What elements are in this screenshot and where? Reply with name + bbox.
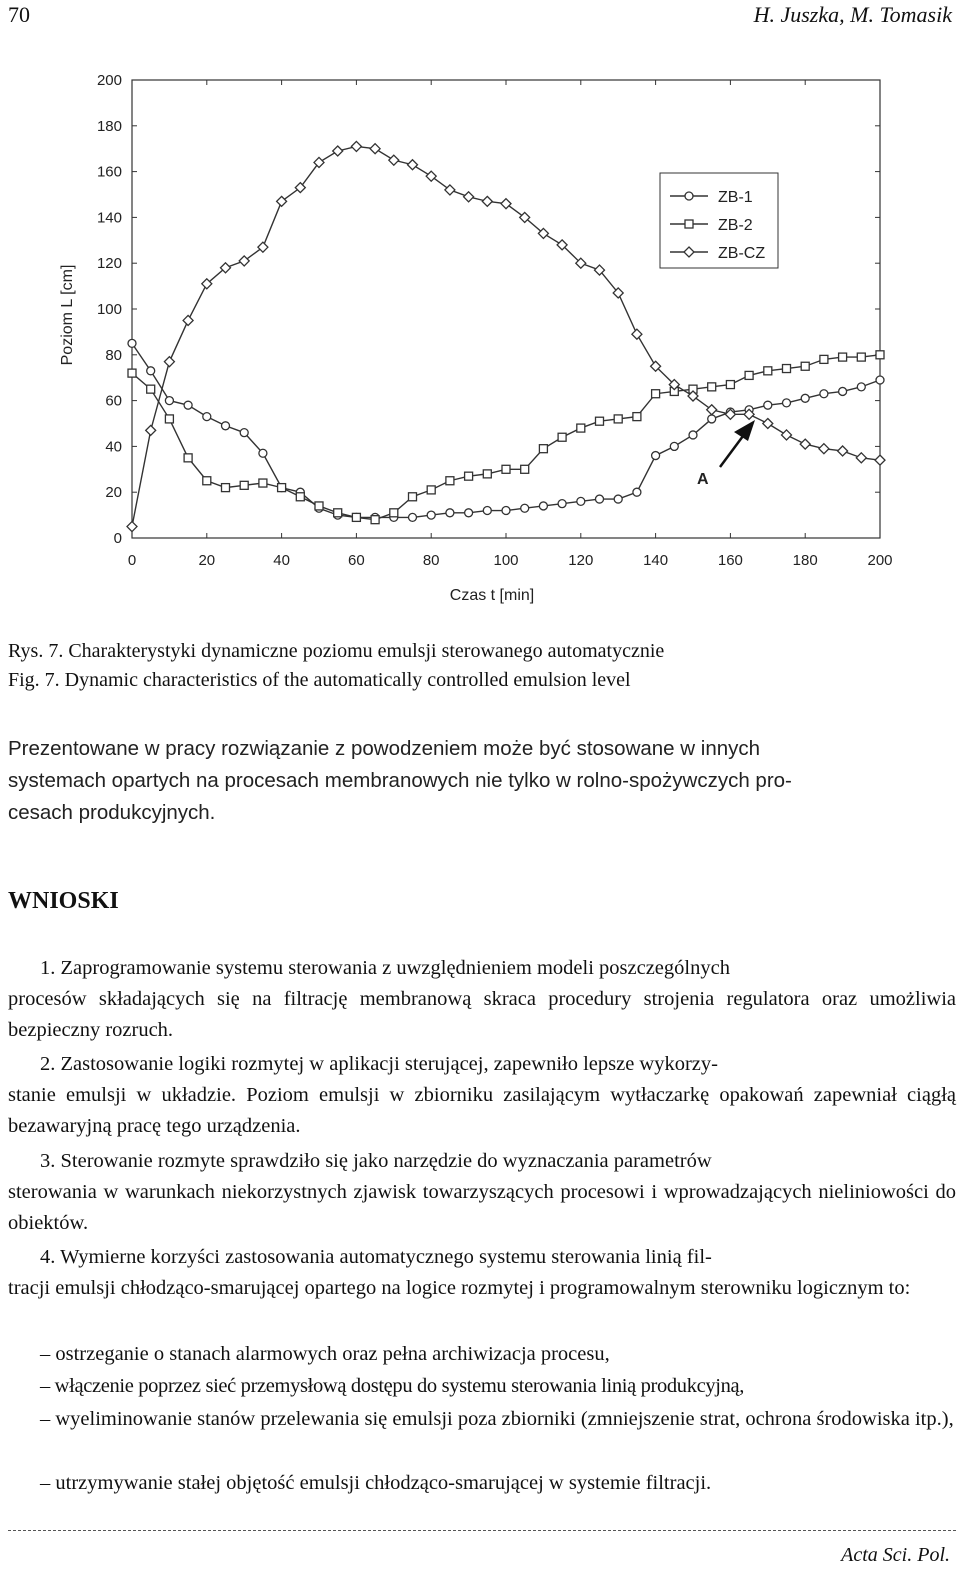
- running-header-authors: H. Juszka, M. Tomasik: [753, 2, 952, 27]
- series-zb-2: [128, 351, 884, 524]
- x-tick-label: 0: [127, 552, 137, 569]
- data-point-zb-2: [857, 353, 865, 361]
- data-point-zb-cz: [482, 196, 492, 206]
- data-point-zb-2: [633, 413, 641, 421]
- conclusion-first-line: 4. Wymierne korzyści zastosowania automatycznego systemu sterowania linią fil-: [40, 1246, 712, 1268]
- data-point-zb-2: [539, 445, 547, 453]
- benefit-bullet: – utrzymywanie stałej objętość emulsji chłodząco-smarującej w systemie filtracji.: [40, 1472, 712, 1494]
- data-point-zb-cz: [819, 444, 829, 454]
- data-point-zb-2: [409, 493, 417, 501]
- y-tick-label: 80: [105, 346, 122, 364]
- figure-caption-en: Fig. 7. Dynamic characteristics of the automatically controlled emulsion level: [8, 669, 631, 691]
- legend-label-zb-cz: ZB-CZ: [718, 245, 766, 262]
- data-point-zb-cz: [333, 146, 343, 156]
- annotation-arrow-line: [720, 432, 746, 467]
- data-point-zb-2: [446, 477, 454, 485]
- data-point-zb-2: [764, 367, 772, 375]
- data-point-zb-2: [465, 472, 473, 480]
- conclusion-first-line: 1. Zaprogramowanie systemu sterowania z uwzględnieniem modeli poszczególnych: [40, 957, 730, 979]
- conclusion-rest: procesów składających się na filtrację membranową skraca procedury strojenia regulatora oraz umożliwia bezpieczny rozruch.: [8, 988, 956, 1041]
- x-axis-label: Czas t [min]: [449, 587, 535, 604]
- benefit-bullet: – włączenie poprzez sieć przemysłową dostępu do systemu sterowania linią produkcyjną,: [40, 1375, 745, 1397]
- x-tick-label: 40: [273, 552, 290, 569]
- data-point-zb-cz: [763, 419, 773, 429]
- legend-label-zb-2: ZB-2: [718, 217, 753, 234]
- data-point-zb-1: [165, 397, 173, 405]
- data-point-zb-cz: [239, 256, 249, 266]
- data-point-zb-1: [670, 442, 678, 450]
- y-axis-label: Poziom L [cm]: [59, 264, 76, 366]
- data-point-zb-2: [820, 355, 828, 363]
- y-tick-label: 200: [96, 72, 122, 89]
- benefit-bullet: – ostrzeganie o stanach alarmowych oraz pełna archiwizacja procesu,: [40, 1343, 610, 1365]
- data-point-zb-2: [184, 454, 192, 462]
- x-tick-label: 60: [348, 552, 365, 569]
- data-point-zb-cz: [351, 141, 361, 151]
- data-point-zb-1: [652, 452, 660, 460]
- data-point-zb-2: [745, 371, 753, 379]
- x-tick-label: 180: [792, 552, 818, 569]
- data-point-zb-cz: [707, 405, 717, 415]
- y-tick-label: 120: [96, 255, 122, 273]
- data-point-zb-2: [147, 385, 155, 393]
- data-point-zb-2: [558, 433, 566, 441]
- conclusion-item-1: [8, 953, 956, 1046]
- data-point-zb-1: [820, 390, 828, 398]
- data-point-zb-1: [184, 401, 192, 409]
- legend-marker-zb-1: [685, 192, 693, 200]
- data-point-zb-1: [222, 422, 230, 430]
- data-point-zb-1: [783, 399, 791, 407]
- data-point-zb-2: [596, 417, 604, 425]
- data-point-zb-1: [689, 431, 697, 439]
- data-point-zb-2: [427, 486, 435, 494]
- conclusion-item-2: [8, 1049, 956, 1142]
- conclusions-heading: WNIOSKI: [8, 888, 119, 914]
- data-point-zb-2: [315, 502, 323, 510]
- data-point-zb-cz: [408, 160, 418, 170]
- data-point-zb-1: [876, 376, 884, 384]
- y-tick-label: 100: [96, 301, 122, 318]
- data-point-zb-1: [409, 513, 417, 521]
- legend-label-zb-1: ZB-1: [718, 189, 753, 206]
- conclusion-first-line: 3. Sterowanie rozmyte sprawdziło się jako narzędzie do wyznaczania parametrów: [40, 1150, 712, 1172]
- data-point-zb-2: [259, 479, 267, 487]
- data-point-zb-cz: [838, 446, 848, 456]
- annotation-label: A: [697, 471, 709, 488]
- data-point-zb-cz: [258, 242, 268, 252]
- intro-line: cesach produkcyjnych.: [8, 801, 216, 824]
- conclusion-item-4: [8, 1242, 956, 1304]
- data-point-zb-cz: [314, 157, 324, 167]
- data-point-zb-2: [502, 465, 510, 473]
- data-point-zb-2: [876, 351, 884, 359]
- conclusion-item-3: [8, 1146, 956, 1239]
- intro-paragraph: [8, 733, 958, 829]
- conclusion-rest: tracji emulsji chłodząco-smarującej opartego na logice rozmytej i programowalnym sterowniku logicznym to:: [8, 1277, 911, 1299]
- data-point-zb-2: [801, 362, 809, 370]
- x-tick-label: 200: [867, 552, 893, 569]
- benefit-bullet: – wyeliminowanie stanów przelewania się emulsji poza zbiorniki (zmniejszenie strat, ochrona środowiska itp.),: [40, 1408, 954, 1430]
- data-point-zb-2: [726, 381, 734, 389]
- data-point-zb-cz: [800, 439, 810, 449]
- intro-line: systemach opartych na procesach membranowych nie tylko w rolno-spożywczych pro-: [8, 769, 792, 792]
- y-tick-label: 40: [105, 438, 122, 456]
- data-point-zb-2: [483, 470, 491, 478]
- data-point-zb-2: [577, 424, 585, 432]
- x-tick-label: 140: [643, 552, 669, 569]
- x-tick-label: 80: [422, 552, 440, 569]
- y-tick-label: 160: [96, 163, 122, 181]
- data-point-zb-1: [203, 413, 211, 421]
- annotation-arrow-head: [734, 420, 755, 441]
- y-tick-label: 180: [96, 117, 122, 135]
- data-point-zb-2: [222, 484, 230, 492]
- line-chart: [0, 60, 960, 620]
- annotation-a: [697, 420, 755, 488]
- data-point-zb-cz: [782, 430, 792, 440]
- data-point-zb-2: [240, 481, 248, 489]
- x-axis-ticks: [128, 80, 893, 569]
- data-point-zb-1: [128, 339, 136, 347]
- y-tick-label: 20: [105, 484, 122, 502]
- conclusion-rest: sterowania w warunkach niekorzystnych zjawisk towarzyszących procesowi i wprowadzających nieliniowości do obiektów.: [8, 1181, 956, 1234]
- data-point-zb-1: [596, 495, 604, 503]
- data-point-zb-1: [633, 488, 641, 496]
- data-point-zb-cz: [875, 455, 885, 465]
- data-point-zb-2: [783, 365, 791, 373]
- data-point-zb-1: [558, 500, 566, 508]
- data-point-zb-cz: [632, 329, 642, 339]
- data-point-zb-1: [427, 511, 435, 519]
- page-number: 70: [8, 2, 30, 27]
- data-point-zb-1: [147, 367, 155, 375]
- data-point-zb-1: [577, 497, 585, 505]
- data-point-zb-2: [390, 509, 398, 517]
- y-tick-label: 0: [113, 530, 122, 547]
- legend-marker-zb-2: [685, 220, 693, 228]
- data-point-zb-1: [539, 502, 547, 510]
- chart-legend: [660, 173, 778, 268]
- data-point-zb-1: [521, 504, 529, 512]
- data-point-zb-cz: [183, 315, 193, 325]
- data-point-zb-2: [371, 516, 379, 524]
- figure-caption-pl: Rys. 7. Charakterystyki dynamiczne poziomu emulsji sterowanego automatycznie: [8, 640, 665, 662]
- y-tick-label: 140: [96, 209, 122, 227]
- data-point-zb-cz: [277, 196, 287, 206]
- data-point-zb-1: [259, 449, 267, 457]
- data-point-zb-2: [521, 465, 529, 473]
- data-point-zb-1: [240, 429, 248, 437]
- x-tick-label: 120: [568, 552, 594, 569]
- data-point-zb-2: [334, 509, 342, 517]
- conclusion-rest: stanie emulsji w układzie. Poziom emulsji w zbiorniku zasilającym wytłaczarkę opakowań zapewniał ciągłą bezawaryjną pracę tego urządzenia.: [8, 1084, 956, 1137]
- data-point-zb-1: [502, 507, 510, 515]
- data-point-zb-cz: [370, 144, 380, 154]
- data-point-zb-2: [839, 353, 847, 361]
- y-tick-label: 60: [105, 392, 122, 410]
- data-point-zb-cz: [164, 357, 174, 367]
- data-point-zb-1: [708, 415, 716, 423]
- data-point-zb-1: [614, 495, 622, 503]
- data-point-zb-2: [296, 493, 304, 501]
- data-point-zb-cz: [426, 171, 436, 181]
- data-point-zb-cz: [389, 155, 399, 165]
- data-point-zb-1: [446, 509, 454, 517]
- intro-line: Prezentowane w pracy rozwiązanie z powodzeniem może być stosowane w innych: [8, 737, 761, 760]
- data-point-zb-2: [128, 369, 136, 377]
- data-point-zb-1: [764, 401, 772, 409]
- data-point-zb-2: [352, 513, 360, 521]
- data-point-zb-cz: [856, 453, 866, 463]
- data-point-zb-1: [801, 394, 809, 402]
- data-point-zb-2: [652, 390, 660, 398]
- data-point-zb-2: [165, 415, 173, 423]
- data-point-zb-1: [857, 383, 865, 391]
- data-point-zb-1: [483, 507, 491, 515]
- data-point-zb-cz: [464, 192, 474, 202]
- journal-footer: Acta Sci. Pol.: [841, 1544, 950, 1566]
- data-point-zb-cz: [295, 183, 305, 193]
- data-point-zb-cz: [146, 425, 156, 435]
- x-tick-label: 20: [198, 552, 216, 569]
- conclusion-first-line: 2. Zastosowanie logiki rozmytej w aplikacji sterującej, zapewniło lepsze wykorzy-: [40, 1053, 718, 1075]
- x-tick-label: 160: [717, 552, 743, 569]
- footer-rule: [8, 1530, 956, 1531]
- data-point-zb-2: [278, 484, 286, 492]
- data-point-zb-cz: [127, 522, 137, 532]
- data-point-zb-cz: [501, 199, 511, 209]
- data-point-zb-1: [465, 509, 473, 517]
- data-point-zb-2: [708, 383, 716, 391]
- x-tick-label: 100: [493, 552, 519, 569]
- data-point-zb-2: [614, 415, 622, 423]
- data-point-zb-cz: [445, 185, 455, 195]
- data-point-zb-1: [839, 387, 847, 395]
- data-point-zb-2: [203, 477, 211, 485]
